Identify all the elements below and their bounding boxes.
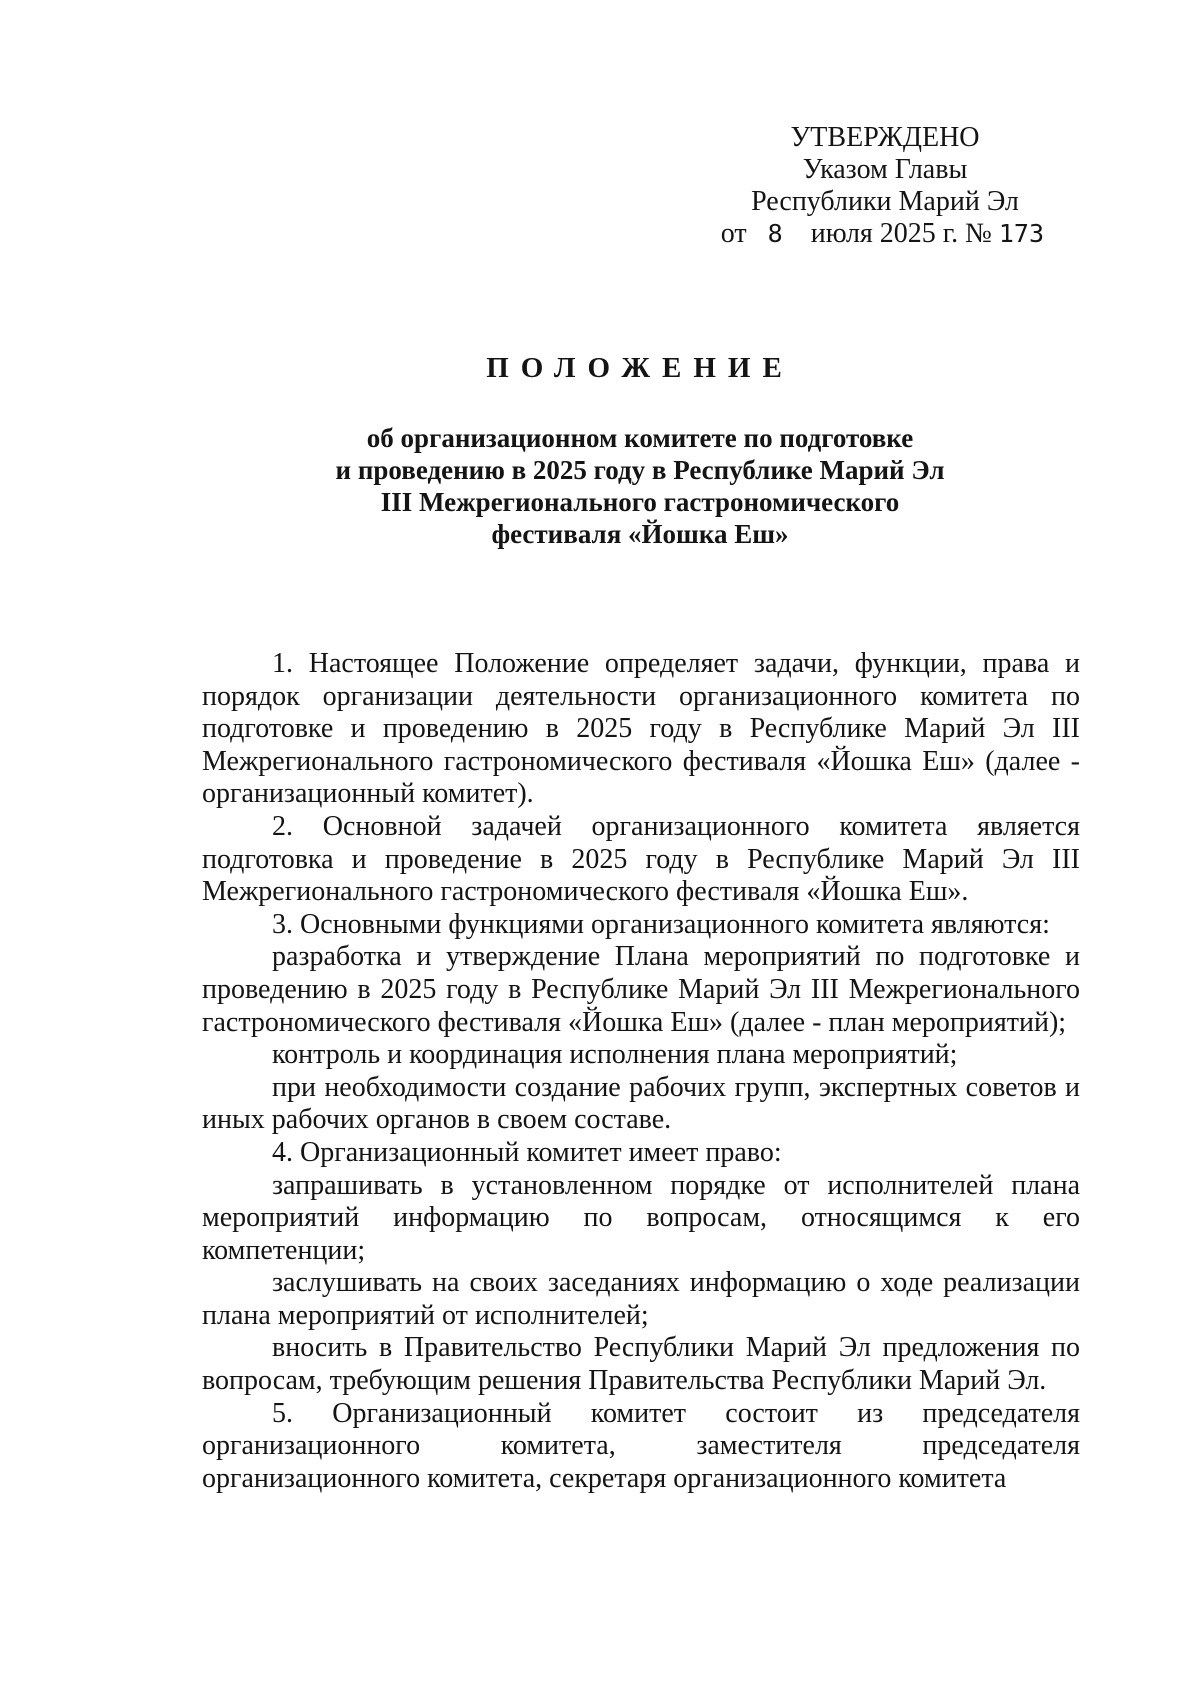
paragraph-3-item-2: контроль и координация исполнения плана мероприятий;	[272, 1039, 958, 1071]
subtitle-line: об организационном комитете по подготовке	[366, 423, 914, 453]
approval-month-year: июля 2025 г. №	[810, 218, 992, 249]
paragraph-2: 2. Основной задачей организационного комитета является подготовка и проведение в 2025 году в Республике Марий Эл III Межрегионального гастрономического фестиваля «Йошка Еш».	[202, 810, 1080, 908]
subtitle-line: III Межрегионального гастрономического	[380, 487, 900, 517]
paragraph-4-item-2: заслушивать на своих заседаниях информацию о ходе реализации плана мероприятий от исполнителей;	[202, 1267, 1080, 1331]
subtitle-line: и проведению в 2025 году в Республике Марий Эл	[335, 455, 945, 485]
document-title: ПОЛОЖЕНИЕ	[486, 352, 794, 384]
paragraph-3: 3. Основными функциями организационного комитета являются:	[272, 908, 1050, 940]
document-body	[202, 648, 1080, 1495]
subtitle-line: фестиваля «Йошка Еш»	[491, 519, 789, 549]
approval-decree-line: Указом Главы	[802, 154, 968, 185]
paragraph-3-item-1: разработка и утверждение Плана мероприятий по подготовке и проведению в 2025 году в Республике Марий Эл III Межрегионального гастрономического фестиваля «Йошка Еш» (далее - план мероприятий);	[202, 941, 1080, 1038]
approval-date-line	[690, 218, 1080, 250]
approval-number: 173	[998, 219, 1044, 248]
approval-status: УТВЕРЖДЕНО	[790, 122, 980, 153]
paragraph-3-item-3: при необходимости создание рабочих групп, экспертных советов и иных рабочих органов в своем составе.	[202, 1071, 1080, 1136]
paragraph-5: 5. Организационный комитет состоит из председателя организационного комитета, заместителя председателя организационного комитета, секретаря организационного комитета	[202, 1397, 1080, 1494]
approval-republic-line: Республики Марий Эл	[751, 186, 1019, 217]
document-subtitle	[300, 422, 980, 550]
approval-stamp	[690, 122, 1080, 250]
paragraph-4: 4. Организационный комитет имеет право:	[272, 1136, 782, 1168]
paragraph-4-item-3: вносить в Правительство Республики Марий Эл предложения по вопросам, требующим решения Правительства Республики Марий Эл.	[202, 1332, 1080, 1397]
approval-date-prefix: от	[720, 218, 747, 249]
paragraph-1: 1. Настоящее Положение определяет задачи, функции, права и порядок организации деятельности организационного комитета по подготовке и проведению в 2025 году в Республике Марий Эл III Межрегионального гастрономического фестиваля «Йошка Еш» (далее - организационный комитет).	[202, 648, 1080, 810]
paragraph-4-item-1: запрашивать в установленном порядке от исполнителей плана мероприятий информацию по вопросам, относящимся к его компетенции;	[202, 1169, 1080, 1266]
approval-day: 8	[767, 219, 783, 248]
